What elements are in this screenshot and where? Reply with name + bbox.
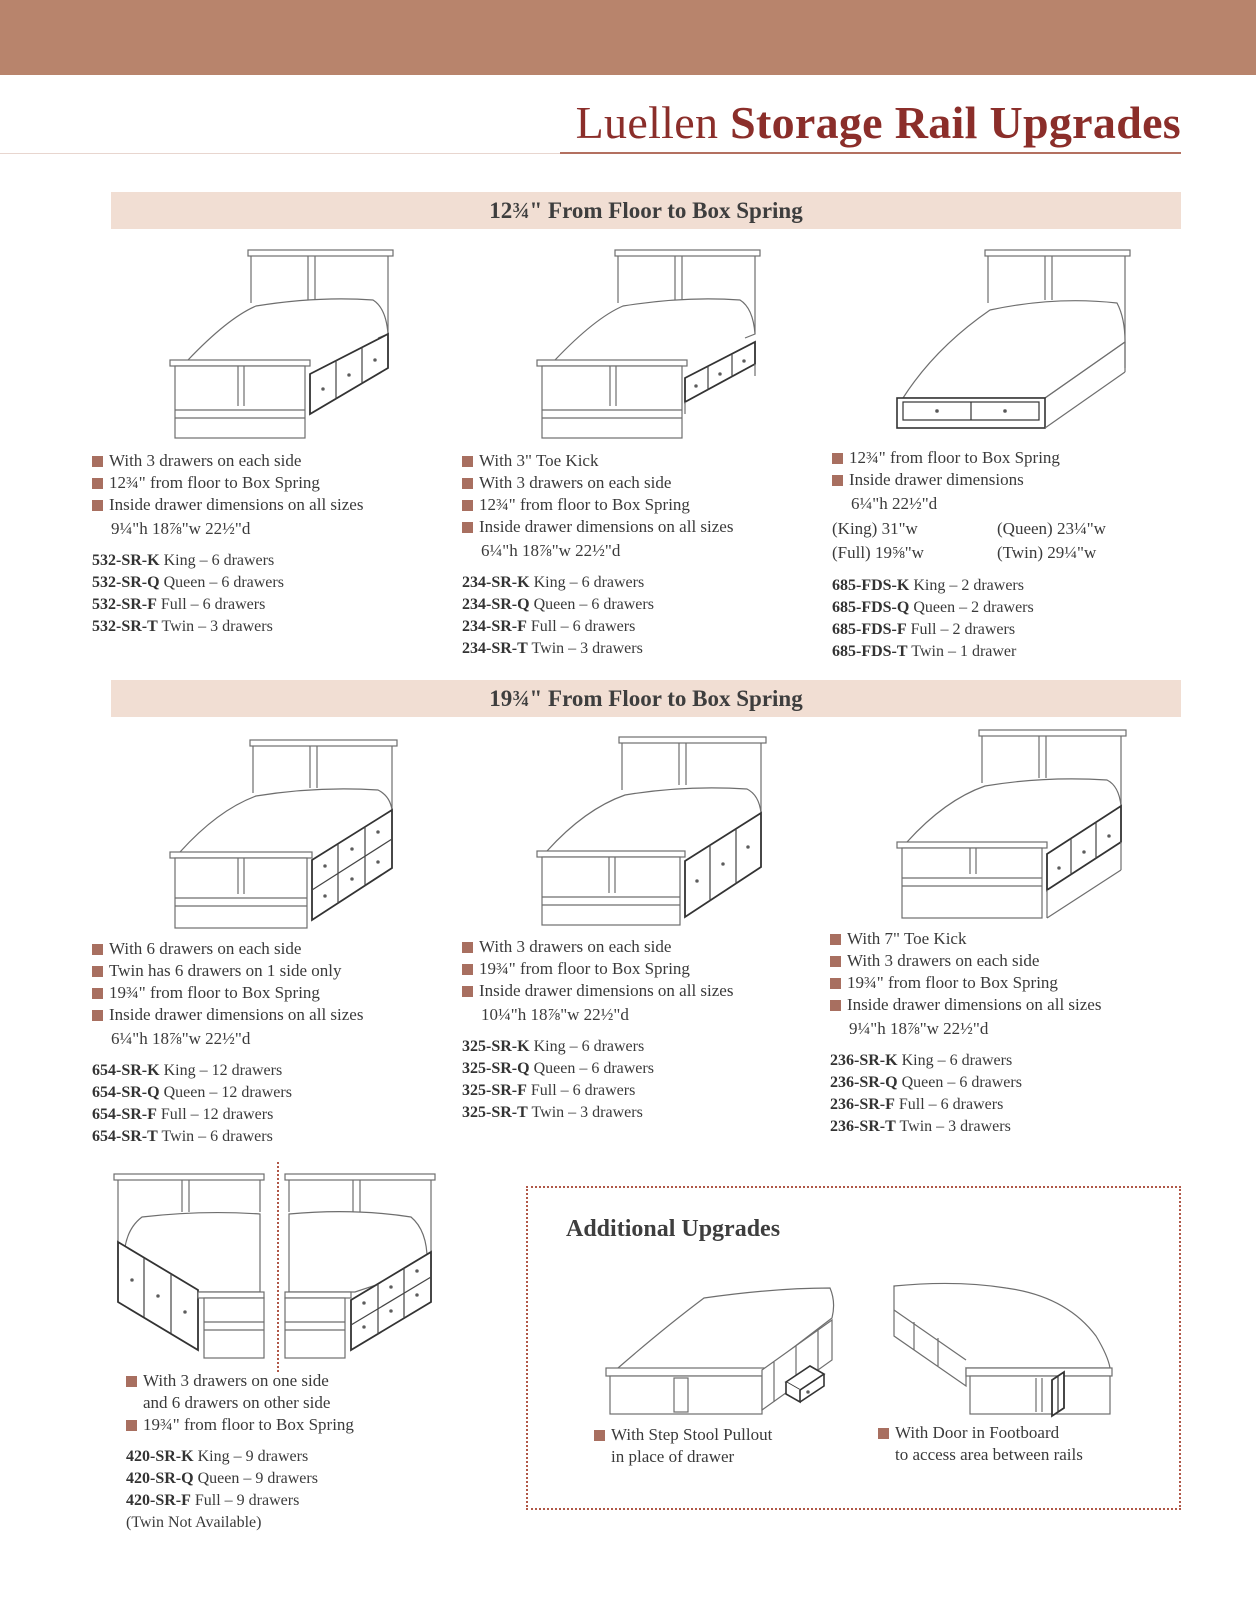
model-row: [92, 594, 363, 616]
model-row: [830, 1072, 1101, 1094]
feature-item-continued: and 6 drawers on other side: [143, 1393, 331, 1412]
product-234-info: [462, 450, 733, 660]
model-list: [462, 1036, 733, 1124]
model-desc: Queen – 6 drawers: [533, 1060, 654, 1077]
model-row: [92, 1126, 363, 1148]
model-code: 532-SR-K: [92, 552, 160, 569]
feature-item: With 3 drawers on one side: [126, 1370, 354, 1392]
model-desc: Full – 9 drawers: [194, 1492, 300, 1509]
title-main: Storage Rail Upgrades: [730, 97, 1181, 148]
step-stool-info: [594, 1424, 772, 1468]
model-row: [462, 1058, 733, 1080]
model-row: [92, 1104, 363, 1126]
size-width: (Full) 19⅝"w: [832, 543, 924, 562]
footboard-door-info: [878, 1422, 1083, 1466]
model-code: 325-SR-K: [462, 1038, 530, 1055]
model-desc: Twin – 1 drawer: [911, 643, 1017, 660]
bed-illustration-420-right: [283, 1172, 443, 1362]
model-code: 685-FDS-F: [832, 621, 907, 638]
model-row: [126, 1446, 354, 1468]
bed-illustration-325: [535, 735, 770, 927]
model-list: [830, 1050, 1101, 1138]
feature-item-continued: to access area between rails: [895, 1445, 1083, 1464]
model-row: [830, 1116, 1101, 1138]
model-list: [92, 1060, 363, 1148]
additional-upgrades-title: Additional Upgrades: [566, 1216, 781, 1242]
drawer-dimensions: 6¼"h 18⅞"w 22½"d: [481, 541, 621, 560]
product-685-info: [832, 447, 1132, 663]
model-code: 685-FDS-Q: [832, 599, 910, 616]
feature-item: With 3 drawers on each side: [92, 450, 363, 472]
model-code: 654-SR-K: [92, 1062, 160, 1079]
step-stool-illustration: [604, 1278, 840, 1418]
model-code: 236-SR-F: [830, 1096, 895, 1113]
drawer-dimensions: 9¼"h 18⅞"w 22½"d: [849, 1019, 989, 1038]
model-row: [462, 616, 733, 638]
model-code: 532-SR-F: [92, 596, 157, 613]
model-desc: Queen – 6 drawers: [901, 1074, 1022, 1091]
size-widths: [832, 517, 1132, 565]
model-list: [126, 1446, 354, 1534]
feature-item: Inside drawer dimensions on all sizes: [462, 980, 733, 1002]
model-desc: Queen – 6 drawers: [163, 574, 284, 591]
feature-item: Twin has 6 drawers on 1 side only: [92, 960, 363, 982]
model-desc: King – 6 drawers: [901, 1052, 1013, 1069]
model-code: 325-SR-T: [462, 1104, 528, 1121]
model-row: [832, 641, 1132, 663]
top-color-band: [0, 0, 1256, 75]
model-code: 234-SR-T: [462, 640, 528, 657]
model-row: [830, 1050, 1101, 1072]
feature-item: With 6 drawers on each side: [92, 938, 363, 960]
product-325-info: [462, 936, 733, 1124]
feature-item: 12¾" from floor to Box Spring: [462, 494, 733, 516]
model-desc: King – 6 drawers: [163, 552, 275, 569]
feature-item: Inside drawer dimensions on all sizes: [92, 1004, 363, 1026]
feature-item: 19¾" from floor to Box Spring: [92, 982, 363, 1004]
feature-item: 19¾" from floor to Box Spring: [126, 1414, 354, 1436]
feature-item: With 3 drawers on each side: [462, 936, 733, 958]
model-row: [462, 638, 733, 660]
product-654-info: [92, 938, 363, 1148]
product-236-info: [830, 928, 1101, 1138]
feature-item: With 3" Toe Kick: [462, 450, 733, 472]
model-row: [832, 619, 1132, 641]
model-code: 234-SR-Q: [462, 596, 530, 613]
model-code: 532-SR-Q: [92, 574, 160, 591]
model-code: 654-SR-F: [92, 1106, 157, 1123]
drawer-dimensions: 6¼"h 18⅞"w 22½"d: [111, 1029, 251, 1048]
model-desc: Twin – 3 drawers: [161, 618, 273, 635]
footboard-door-illustration: [886, 1276, 1126, 1418]
feature-item: With Step Stool Pullout: [594, 1424, 772, 1446]
feature-item: With Door in Footboard: [878, 1422, 1083, 1444]
size-width: (Twin) 29¼"w: [997, 543, 1097, 562]
split-view-divider: [277, 1162, 279, 1372]
model-row: [92, 572, 363, 594]
model-desc: Full – 2 drawers: [910, 621, 1016, 638]
model-row: [92, 1082, 363, 1104]
feature-item: Inside drawer dimensions: [832, 469, 1132, 491]
model-desc: Twin – 6 drawers: [161, 1128, 273, 1145]
model-code: 420-SR-Q: [126, 1470, 194, 1487]
feature-item: With 3 drawers on each side: [462, 472, 733, 494]
model-row: [92, 550, 363, 572]
model-code: 325-SR-F: [462, 1082, 527, 1099]
model-code: 654-SR-Q: [92, 1084, 160, 1101]
model-desc: King – 12 drawers: [163, 1062, 283, 1079]
drawer-dimensions: 6¼"h 22½"d: [851, 494, 938, 513]
feature-item-continued: in place of drawer: [611, 1447, 735, 1466]
drawer-dimensions: 9¼"h 18⅞"w 22½"d: [111, 519, 251, 538]
feature-item: With 3 drawers on each side: [830, 950, 1101, 972]
model-desc: Queen – 2 drawers: [913, 599, 1034, 616]
model-row: [126, 1468, 354, 1490]
model-desc: King – 2 drawers: [913, 577, 1024, 594]
model-desc: Twin – 3 drawers: [531, 1104, 643, 1121]
bed-illustration-234: [535, 248, 765, 440]
model-code: 325-SR-Q: [462, 1060, 530, 1077]
title-underline-light: [0, 153, 560, 154]
model-desc: Twin – 3 drawers: [899, 1118, 1011, 1135]
product-532-info: [92, 450, 363, 638]
model-row: [462, 1036, 733, 1058]
feature-item: 19¾" from floor to Box Spring: [462, 958, 733, 980]
model-code: 236-SR-Q: [830, 1074, 898, 1091]
model-row: [126, 1490, 354, 1512]
feature-item: 19¾" from floor to Box Spring: [830, 972, 1101, 994]
model-desc: Full – 6 drawers: [530, 618, 636, 635]
model-desc: Twin – 3 drawers: [531, 640, 643, 657]
model-row: [830, 1094, 1101, 1116]
section-heading-12-3-4: 12¾" From Floor to Box Spring: [111, 192, 1181, 229]
title-underline: [560, 152, 1181, 154]
model-desc: Queen – 6 drawers: [533, 596, 654, 613]
bed-illustration-654: [168, 738, 403, 930]
model-code: 685-FDS-T: [832, 643, 908, 660]
model-row: [92, 1060, 363, 1082]
model-row: [462, 1080, 733, 1102]
model-desc: King – 6 drawers: [533, 574, 645, 591]
model-desc: Queen – 12 drawers: [163, 1084, 292, 1101]
page-title: [576, 96, 1181, 149]
model-desc: Full – 6 drawers: [898, 1096, 1004, 1113]
feature-item: 12¾" from floor to Box Spring: [92, 472, 363, 494]
model-row: [92, 616, 363, 638]
availability-note: (Twin Not Available): [126, 1514, 262, 1531]
size-width: (Queen) 23¼"w: [997, 519, 1106, 538]
model-code: 420-SR-F: [126, 1492, 191, 1509]
bed-illustration-532: [168, 248, 398, 440]
model-list: [92, 550, 363, 638]
bed-illustration-236: [895, 728, 1135, 920]
size-width: (King) 31"w: [832, 519, 918, 538]
model-code: 234-SR-F: [462, 618, 527, 635]
section-heading-19-3-4: 19¾" From Floor to Box Spring: [111, 680, 1181, 717]
model-row: [462, 1102, 733, 1124]
feature-item: Inside drawer dimensions on all sizes: [462, 516, 733, 538]
feature-item: Inside drawer dimensions on all sizes: [92, 494, 363, 516]
model-code: 685-FDS-K: [832, 577, 910, 594]
model-desc: King – 6 drawers: [533, 1038, 645, 1055]
model-code: 420-SR-K: [126, 1448, 194, 1465]
model-row: [832, 575, 1132, 597]
model-desc: Queen – 9 drawers: [197, 1470, 318, 1487]
model-desc: Full – 6 drawers: [530, 1082, 636, 1099]
model-code: 532-SR-T: [92, 618, 158, 635]
model-row: [462, 572, 733, 594]
model-list: [832, 575, 1132, 663]
model-desc: Full – 12 drawers: [160, 1106, 274, 1123]
model-code: 654-SR-T: [92, 1128, 158, 1145]
model-code: 236-SR-T: [830, 1118, 896, 1135]
model-list: [462, 572, 733, 660]
bed-illustration-420-left: [112, 1172, 272, 1362]
title-brand: Luellen: [575, 97, 719, 148]
model-row: [832, 597, 1132, 619]
model-code: 234-SR-K: [462, 574, 530, 591]
model-desc: King – 9 drawers: [197, 1448, 309, 1465]
feature-item: Inside drawer dimensions on all sizes: [830, 994, 1101, 1016]
drawer-dimensions: 10¼"h 18⅞"w 22½"d: [481, 1005, 629, 1024]
feature-item: With 7" Toe Kick: [830, 928, 1101, 950]
model-desc: Full – 6 drawers: [160, 596, 266, 613]
model-row: [462, 594, 733, 616]
bed-illustration-685: [895, 248, 1135, 438]
feature-item: 12¾" from floor to Box Spring: [832, 447, 1132, 469]
product-420-info: [126, 1370, 354, 1534]
model-code: 236-SR-K: [830, 1052, 898, 1069]
